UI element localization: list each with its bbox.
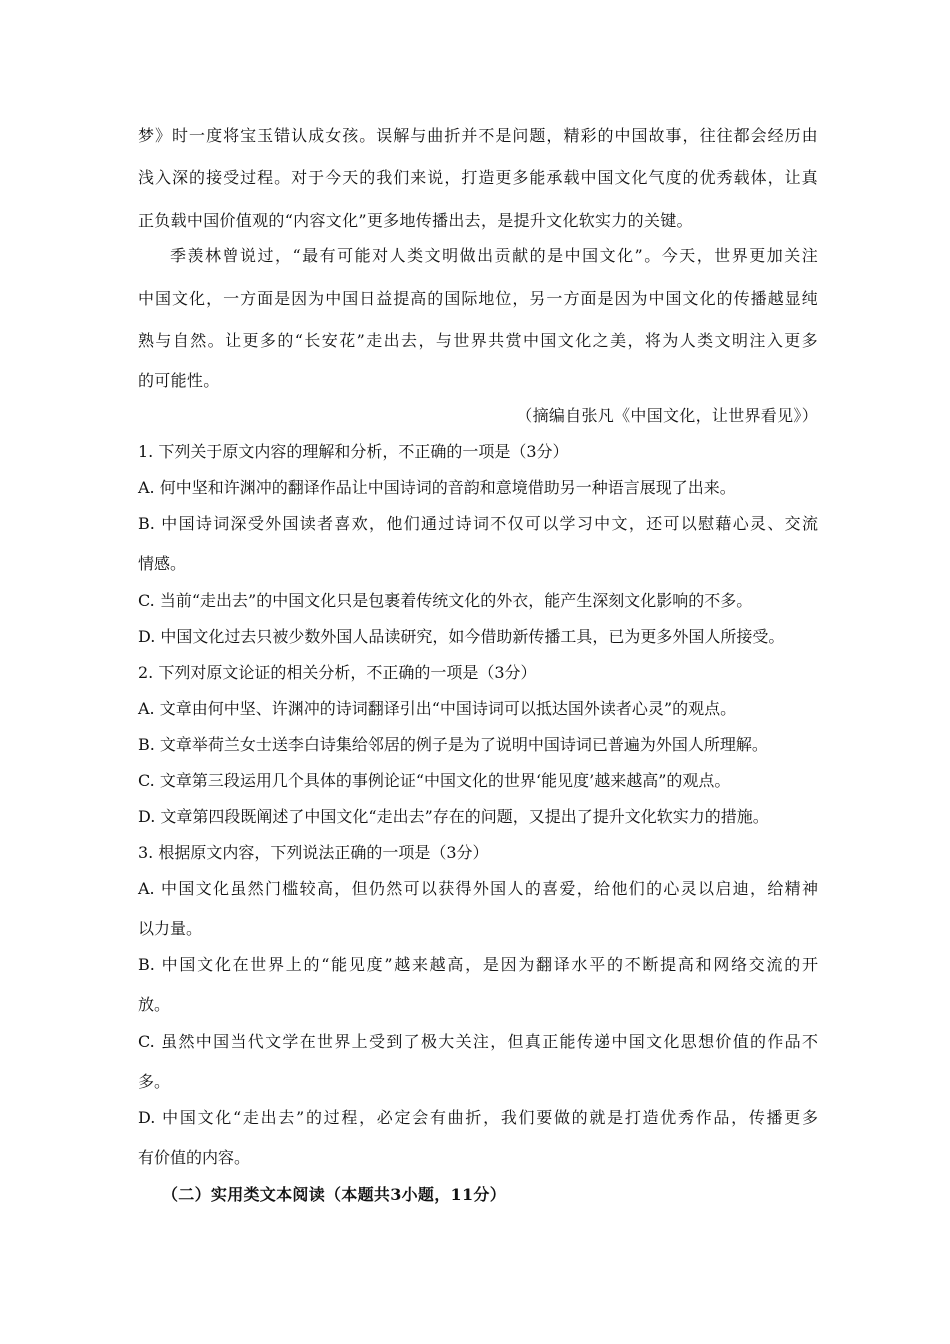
passage-line: 浅入深的接受过程。对于今天的我们来说，打造更多能承载中国文化气度的优秀载体，让真: [138, 168, 818, 187]
option-line: B. 文章举荷兰女士送李白诗集给邻居的例子是为了说明中国诗词已普遍为外国人所理解。: [138, 735, 768, 754]
source-citation: （摘编自张凡《中国文化，让世界看见》）: [516, 406, 818, 425]
section-heading: （二）实用类文本阅读（本题共3小题，11分）: [162, 1185, 506, 1204]
question-stem: 1. 下列关于原文内容的理解和分析，不正确的一项是（3分）: [138, 442, 569, 461]
option-line: D. 文章第四段既阐述了中国文化“走出去”存在的问题，又提出了提升文化软实力的措施。: [138, 807, 769, 826]
option-line: C. 文章第三段运用几个具体的事例论证“中国文化的世界‘能见度’越来越高”的观点。: [138, 771, 731, 790]
option-line: 放。: [138, 995, 171, 1014]
option-line: 以力量。: [138, 919, 203, 938]
option-line: D. 中国文化过去只被少数外国人品读研究，如今借助新传播工具，已为更多外国人所接受。: [138, 627, 785, 646]
passage-line: 的可能性。: [138, 371, 220, 390]
option-line: 情感。: [138, 554, 187, 573]
option-line: A. 何中坚和许渊冲的翻译作品让中国诗词的音韵和意境借助另一种语言展现了出来。: [138, 478, 736, 497]
passage-line: 梦》时一度将宝玉错认成女孩。误解与曲折并不是问题，精彩的中国故事，往往都会经历由: [138, 126, 818, 145]
option-line: C. 当前“走出去”的中国文化只是包裹着传统文化的外衣，能产生深刻文化影响的不多。: [138, 591, 753, 610]
question-stem: 3. 根据原文内容，下列说法正确的一项是（3分）: [138, 843, 489, 862]
option-line: 有价值的内容。: [138, 1148, 251, 1167]
question-stem: 2. 下列对原文论证的相关分析，不正确的一项是（3分）: [138, 663, 537, 682]
option-line: A. 文章由何中坚、许渊冲的诗词翻译引出“中国诗词可以抵达国外读者心灵”的观点。: [138, 699, 737, 718]
passage-line: 中国文化，一方面是因为中国日益提高的国际地位，另一方面是因为中国文化的传播越显纯: [138, 289, 818, 308]
option-line: B. 中国诗词深受外国读者喜欢，他们通过诗词不仅可以学习中文，还可以慰藉心灵、交流: [138, 514, 818, 533]
option-line: B. 中国文化在世界上的“能见度”越来越高，是因为翻译水平的不断提高和网络交流的开: [138, 955, 818, 974]
option-line: A. 中国文化虽然门槛较高，但仍然可以获得外国人的喜爱，给他们的心灵以启迪，给精神: [138, 879, 818, 898]
option-line: 多。: [138, 1072, 171, 1091]
passage-line: 季羡林曾说过，“最有可能对人类文明做出贡献的是中国文化”。今天，世界更加关注: [170, 246, 818, 265]
option-line: C. 虽然中国当代文学在世界上受到了极大关注，但真正能传递中国文化思想价值的作品不: [138, 1032, 818, 1051]
passage-line: 正负载中国价值观的“内容文化”更多地传播出去，是提升文化软实力的关键。: [138, 211, 693, 230]
option-line: D. 中国文化“走出去”的过程，必定会有曲折，我们要做的就是打造优秀作品，传播更多: [138, 1108, 818, 1127]
passage-line: 熟与自然。让更多的“长安花”走出去，与世界共赏中国文化之美，将为人类文明注入更多: [138, 331, 818, 350]
